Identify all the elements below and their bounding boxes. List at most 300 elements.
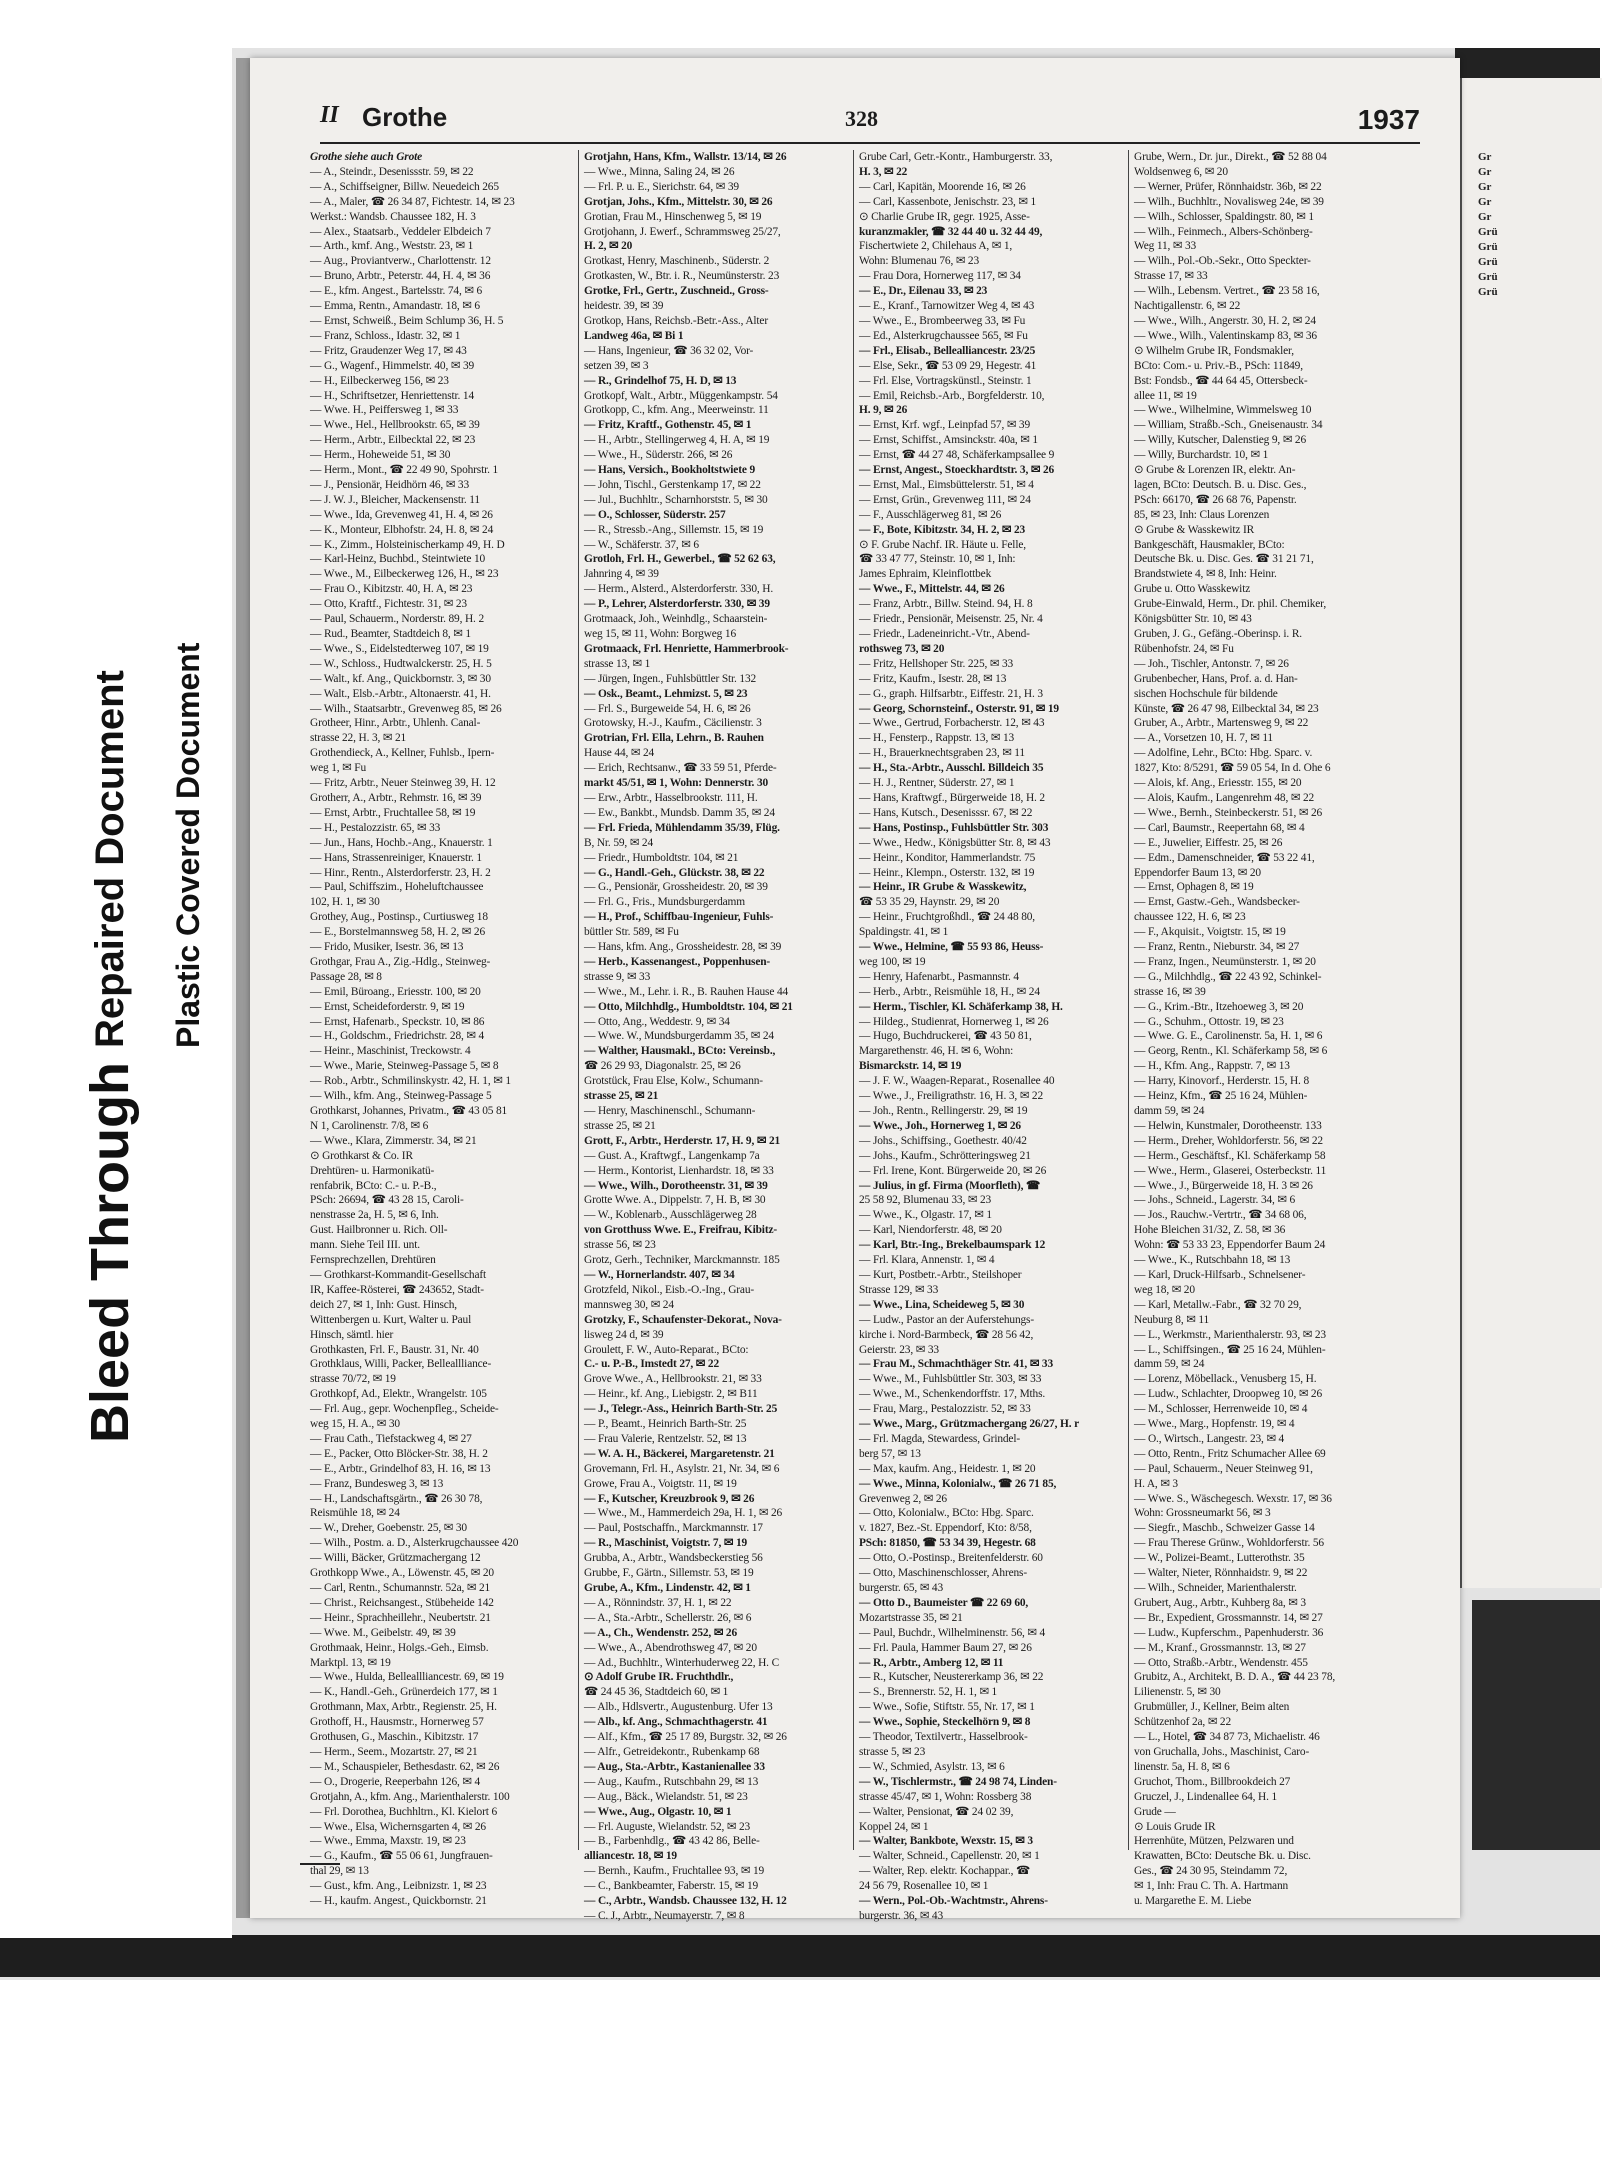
directory-entry: Grotrian, Frl. Ella, Lehrn., B. Rauhen [584, 732, 764, 745]
directory-entry: heidestr. 39, ✉ 39 [584, 300, 664, 313]
directory-entry: — A., Ch., Wendenstr. 252, ✉ 26 [584, 1626, 737, 1639]
directory-column-3 [859, 150, 1123, 1922]
directory-entry: — H., Pestalozzistr. 65, ✉ 33 [310, 821, 441, 834]
directory-entry: — Georg, Schornsteinf., Osterstr. 91, ✉ 19 [859, 702, 1059, 715]
margin-fragment: Grü [1478, 286, 1498, 298]
directory-entry: — Wilh., Pol.-Ob.-Sekr., Otto Speckter- [1134, 255, 1311, 268]
directory-entry: damm 59, ✉ 24 [1134, 1105, 1205, 1117]
directory-entry: — John, Tischl., Gerstenkamp 17, ✉ 22 [584, 478, 761, 491]
directory-entry: — Frl. S., Burgeweide 54, H. 6, ✉ 26 [584, 702, 751, 715]
directory-entry: — Wwe., M., Fuhlsbüttler Str. 303, ✉ 33 [859, 1373, 1042, 1386]
directory-entry: — Alb., Hdlsvertr., Augustenburg. Ufer 13 [584, 1701, 773, 1714]
scan-dark-band-bottom [0, 1935, 1600, 1977]
directory-entry: — Frl. Frieda, Mühlendamm 35/39, Flüg. [584, 821, 780, 834]
directory-entry: weg 18, ✉ 20 [1134, 1283, 1195, 1296]
directory-entry: — Hans, Kutsch., Desenisssr. 67, ✉ 22 [859, 806, 1033, 819]
directory-entry: — Hans, kfm. Ang., Grossheidestr. 28, ✉ 39 [584, 941, 782, 954]
directory-entry: — H. J., Rentner, Süderstr. 27, ✉ 1 [859, 777, 1015, 790]
directory-entry: — H., Prof., Schiffbau-Ingenieur, Fuhls- [584, 911, 774, 924]
directory-entry: — Wwe., M., Eilbeckerweg 126, H., ✉ 23 [310, 568, 499, 581]
directory-entry: mannsweg 30, ✉ 24 [584, 1298, 674, 1311]
directory-entry: PSch: 26694, ☎ 43 28 15, Caroli- [310, 1194, 464, 1207]
directory-entry: Grotke, Frl., Gertr., Zuschneid., Gross- [584, 285, 769, 298]
directory-entry: — Hugo, Buchdruckerei, ☎ 43 50 81, [859, 1030, 1032, 1043]
directory-entry: — A., Vorsetzen 10, H. 7, ✉ 11 [1134, 732, 1273, 745]
directory-entry: Grove Wwe., A., Hellbrookstr. 21, ✉ 33 [584, 1373, 762, 1386]
directory-entry: — Wwe., Helmine, ☎ 55 93 86, Heuss- [859, 941, 1044, 954]
directory-entry: — Wwe. S., Wäschegesch. Wexstr. 17, ✉ 36 [1134, 1492, 1332, 1505]
directory-entry: — Herm., Seem., Mozartstr. 27, ✉ 21 [310, 1745, 478, 1758]
directory-entry: weg 15, ✉ 11, Wohn: Borgweg 16 [584, 628, 736, 640]
directory-entry: — Ernst, Mal., Eimsbüttelerstr. 51, ✉ 4 [859, 478, 1034, 491]
directory-entry: — Wilh., kfm. Ang., Steinweg-Passage 5 [310, 1090, 492, 1103]
directory-entry: — Otto, Kraftf., Fichtestr. 31, ✉ 23 [310, 598, 467, 611]
directory-entry: — G., Milchhdlg., ☎ 22 43 92, Schinkel- [1134, 970, 1322, 983]
directory-entry: weg 1, ✉ Fu [310, 762, 366, 775]
directory-entry: Grubitz, A., Architekt, B. D. A., ☎ 44 23 78, [1134, 1671, 1336, 1684]
directory-entry: setzen 39, ✉ 3 [584, 359, 649, 372]
directory-entry: H. 3, ✉ 22 [859, 165, 908, 178]
directory-entry: Grude — [1134, 1805, 1176, 1818]
directory-entry: — Ernst, Schiffst., Amsinckstr. 40a, ✉ 1 [859, 434, 1038, 447]
directory-entry: Eppendorfer Baum 13, ✉ 20 [1134, 866, 1261, 879]
directory-entry: Grothe siehe auch Grote [310, 151, 423, 163]
directory-entry: Landweg 46a, ✉ Bi 1 [584, 329, 684, 342]
directory-entry: — Carl, Kassenbote, Jenischstr. 23, ✉ 1 [859, 195, 1037, 208]
directory-entry: Growe, Frau A., Voigtstr. 11, ✉ 19 [584, 1477, 737, 1490]
directory-entry: Drehtüren- u. Harmonikatü- [310, 1164, 435, 1177]
directory-entry: — William, Straßb.-Sch., Gneisenaustr. 34 [1134, 419, 1323, 432]
directory-entry: Grotjohann, J. Ewerf., Schrammsweg 25/27, [584, 225, 781, 238]
directory-entry: — J., Telegr.-Ass., Heinrich Barth-Str. 25 [584, 1403, 778, 1416]
directory-entry: strasse 56, ✉ 23 [584, 1239, 656, 1252]
directory-entry: — Herb., Kassenangest., Poppenhusen- [584, 955, 771, 968]
directory-entry: — R., Arbtr., Amberg 12, ✉ 11 [859, 1656, 1004, 1669]
directory-entry: Grotz, Gerh., Techniker, Marckmannstr. 185 [584, 1254, 780, 1267]
directory-entry: — E., Kranf., Tarnowitzer Weg 4, ✉ 43 [859, 300, 1035, 313]
directory-entry: weg 15, H. A., ✉ 30 [310, 1418, 400, 1431]
directory-entry: Werkst.: Wandsb. Chaussee 182, H. 3 [310, 210, 476, 223]
directory-entry: — Frl., Elisab., Bellealliancestr. 23/25 [859, 344, 1036, 357]
directory-entry: — G., Kaufm., ☎ 55 06 61, Jungfrauen- [310, 1850, 493, 1863]
directory-entry: — Frl. G., Fris., Mundsburgerdamm [584, 896, 745, 909]
directory-entry: — Frido, Musiker, Isestr. 36, ✉ 13 [310, 941, 464, 954]
directory-entry: — Fritz, Kaufm., Isestr. 28, ✉ 13 [859, 672, 1007, 685]
directory-entry: Wohn: ☎ 53 33 23, Eppendorfer Baum 24 [1134, 1239, 1326, 1252]
directory-entry: Grothmann, Max, Arbtr., Regienstr. 25, H. [310, 1701, 497, 1714]
directory-entry: — Alex., Staatsarb., Veddeler Elbdeich 7 [310, 225, 491, 238]
directory-entry: — Heinr., IR Grube & Wasskewitz, [859, 881, 1027, 894]
directory-entry: — A., Schiffseigner, Billw. Neuedeich 265 [310, 180, 499, 193]
directory-entry: Gruber, A., Arbtr., Martensweg 9, ✉ 22 [1134, 717, 1309, 730]
directory-entry: — Wwe., H., Süderstr. 266, ✉ 26 [584, 449, 733, 462]
directory-entry: — Br., Expedient, Grossmannstr. 14, ✉ 27 [1134, 1611, 1323, 1624]
directory-entry: — K., Zimm., Holsteinischerkamp 49, H. D [310, 538, 505, 551]
directory-entry: — Emma, Rentn., Amandastr. 18, ✉ 6 [310, 300, 480, 313]
repaired-document-label: Repaired Document [87, 670, 132, 1048]
directory-entry: — Wwe., Wilh., Angerstr. 30, H. 2, ✉ 24 [1134, 314, 1316, 327]
directory-entry: — Ludw., Pastor an der Auferstehungs- [859, 1313, 1034, 1326]
directory-entry: — H., Kfm. Ang., Rappstr. 7, ✉ 13 [1134, 1060, 1290, 1073]
directory-entry: — Johs., Kaufm., Schrötteringsweg 21 [859, 1149, 1031, 1162]
directory-entry: — Jun., Hans, Hochb.-Ang., Knauerstr. 1 [310, 836, 493, 849]
directory-entry: — W., Hornerlandstr. 407, ✉ 34 [584, 1268, 735, 1281]
directory-entry: — Paul, Buchdr., Wilhelminenstr. 56, ✉ 4 [859, 1626, 1046, 1639]
directory-entry: — E., Juwelier, Eiffestr. 25, ✉ 26 [1134, 836, 1283, 849]
directory-entry: — Wwe., J., Freiligrathstr. 16, H. 3, ✉ 22 [859, 1090, 1044, 1103]
directory-entry: — W., Polizei-Beamt., Lutterothstr. 35 [1134, 1552, 1305, 1565]
directory-entry: berg 57, ✉ 13 [859, 1447, 921, 1460]
directory-entry: strasse 25, ✉ 21 [584, 1119, 656, 1132]
directory-entry: — Hildeg., Studienrat, Hornerweg 1, ✉ 26 [859, 1015, 1049, 1028]
directory-entry: — Ew., Bankbt., Mundsb. Damm 35, ✉ 24 [584, 806, 775, 819]
directory-entry: — Wwe., F., Mittelstr. 44, ✉ 26 [859, 583, 1005, 596]
directory-entry: — Ernst, ☎ 44 27 48, Schäferkampsallee 9 [859, 449, 1055, 462]
directory-entry: — H., Goldschm., Friedrichstr. 28, ✉ 4 [310, 1030, 485, 1043]
directory-entry: Künste, ☎ 26 47 98, Eilbecktal 34, ✉ 23 [1134, 702, 1319, 715]
directory-entry: strasse 16, ✉ 39 [1134, 985, 1206, 998]
directory-entry: — Wwe., M., Lehr. i. R., B. Rauhen Hause 44 [584, 985, 789, 998]
directory-entry: — Wwe., Elsa, Wichernsgarten 4, ✉ 26 [310, 1820, 486, 1833]
directory-entry: — G., Krim.-Btr., Itzehoeweg 3, ✉ 20 [1134, 1000, 1304, 1013]
directory-entry: Grothkopf, Ad., Elektr., Wrangelstr. 105 [310, 1388, 487, 1401]
scan-dark-band-top [1455, 48, 1600, 78]
directory-entry: büttler Str. 589, ✉ Fu [584, 926, 679, 939]
directory-entry: — Bruno, Arbtr., Peterstr. 44, H. 4, ✉ 36 [310, 270, 491, 283]
directory-entry: — G., Handl.-Geh., Glückstr. 38, ✉ 22 [584, 866, 765, 879]
directory-entry: Grube-Einwald, Herm., Dr. phil. Chemiker, [1134, 598, 1327, 611]
bleed-through-label: Bleed Through [80, 1062, 140, 1443]
directory-entry: — Wwe., Hel., Hellbrookstr. 65, ✉ 39 [310, 419, 480, 432]
directory-entry: — Heinr., Maschinist, Treckowstr. 4 [310, 1045, 471, 1058]
directory-entry: — Walther, Hausmakl., BCto: Vereinsb., [584, 1045, 776, 1058]
directory-entry: Koppel 24, ✉ 1 [859, 1820, 929, 1833]
directory-entry: — Georg, Rentn., Kl. Schäferkamp 58, ✉ 6 [1134, 1045, 1328, 1058]
directory-entry: — R., Stressb.-Ang., Sillemstr. 15, ✉ 19 [584, 523, 764, 536]
directory-entry: 25 58 92, Blumenau 33, ✉ 23 [859, 1194, 992, 1207]
directory-entry: — Karl, Btr.-Ing., Brekelbaumspark 12 [859, 1239, 1046, 1252]
directory-entry: — Walt., kf. Ang., Quickbornstr. 3, ✉ 30 [310, 672, 491, 685]
directory-entry: — Walter, Schneid., Capellenstr. 20, ✉ 1 [859, 1850, 1040, 1863]
directory-entry: ⊙ Adolf Grube IR. Fruchthdlr., [584, 1671, 734, 1684]
directory-entry: — Jos., Rauchw.-Vertrtr., ☎ 34 68 06, [1134, 1209, 1307, 1222]
directory-entry: — Ernst, Arbtr., Fruchtallee 58, ✉ 19 [310, 806, 476, 819]
directory-entry: — Lorenz, Möbellack., Venusberg 15, H. [1134, 1373, 1317, 1386]
directory-entry: strasse 22, H. 3, ✉ 21 [310, 732, 407, 745]
directory-entry: — Heinz, Kfm., ☎ 25 16 24, Mühlen- [1134, 1090, 1308, 1103]
directory-entry: Grothklaus, Willi, Packer, Belleallliance- [310, 1358, 492, 1371]
directory-entry: — Frau M., Schmachthäger Str. 41, ✉ 33 [859, 1358, 1053, 1371]
directory-entry: — Alf., Kfm., ☎ 25 17 89, Burgstr. 32, ✉ 26 [584, 1731, 787, 1744]
margin-fragment: Gr [1478, 211, 1492, 223]
directory-entry: — Wwe., S., Eidelstedterweg 107, ✉ 19 [310, 642, 489, 655]
directory-entry: — L., Werkmstr., Marienthalerstr. 93, ✉ 23 [1134, 1328, 1326, 1341]
directory-entry: — Heinr., Klempn., Osterstr. 132, ✉ 19 [859, 866, 1035, 879]
directory-entry: — Willi, Bäcker, Grützmachergang 12 [310, 1552, 481, 1565]
directory-entry: — Walter, Nieter, Rönnhaidstr. 9, ✉ 22 [1134, 1567, 1308, 1580]
directory-entry: ⊙ Grube & Lorenzen IR, elektr. An- [1134, 464, 1296, 477]
directory-entry: — Erw., Arbtr., Hasselbrookstr. 111, H. [584, 791, 758, 804]
directory-entry: — Hans, Strassenreiniger, Knauerstr. 1 [310, 851, 482, 864]
directory-entry: strasse 5, ✉ 23 [859, 1745, 926, 1758]
directory-entry: Woldsenweg 6, ✉ 20 [1134, 165, 1228, 178]
directory-entry: u. Margarethe E. M. Liebe [1134, 1895, 1252, 1908]
directory-entry: — Frau O., Kibitzstr. 40, H. A, ✉ 23 [310, 583, 473, 596]
directory-entry: — C., Arbtr., Wandsb. Chaussee 132, H. 12 [584, 1895, 787, 1908]
directory-entry: — Ernst, Angest., Stoeckhardtstr. 3, ✉ 26 [859, 464, 1055, 477]
directory-entry: — Wilh., Feinmech., Albers-Schönberg- [1134, 225, 1313, 238]
directory-entry: deich 27, ✉ 1, Inh: Gust. Hinsch, [310, 1298, 457, 1311]
directory-page [250, 58, 1460, 1922]
edition-year: 1937 [1357, 104, 1420, 135]
directory-entry: — Ernst, Ophagen 8, ✉ 19 [1134, 881, 1254, 894]
directory-entry: — Willy, Kutscher, Dalenstieg 9, ✉ 26 [1134, 434, 1307, 447]
directory-entry: Grotte Wwe. A., Dippelstr. 7, H. B, ✉ 30 [584, 1194, 766, 1207]
directory-entry: — W., Schmied, Asylstr. 13, ✉ 6 [859, 1760, 1005, 1773]
directory-entry: — Fritz, Arbtr., Neuer Steinweg 39, H. 12 [310, 777, 496, 790]
directory-entry: — E., Borstelmannsweg 58, H. 2, ✉ 26 [310, 926, 485, 939]
directory-entry: ⊙ Grube & Wasskewitz IR [1134, 523, 1255, 536]
directory-entry: — Grothkarst-Kommandit-Gesellschaft [310, 1268, 487, 1281]
directory-entry: — J., Pensionär, Heidhörn 46, ✉ 33 [310, 478, 470, 491]
directory-entry: — Rud., Beamter, Stadtdeich 8, ✉ 1 [310, 628, 471, 640]
directory-entry: — Frl. Else, Vortragskünstl., Steinstr. 1 [859, 374, 1032, 387]
directory-entry: von Grotthuss Wwe. E., Freifrau, Kibitz- [584, 1224, 778, 1237]
directory-entry: strasse 25, ✉ 21 [584, 1090, 659, 1103]
page-header [320, 98, 1420, 144]
directory-entry: Groulett, F. W., Auto-Reparat., BCto: [584, 1343, 749, 1356]
directory-entry: — A., Sta.-Arbtr., Schellerstr. 26, ✉ 6 [584, 1611, 752, 1624]
directory-entry: IR, Kaffee-Rösterei, ☎ 243652, Stadt- [310, 1283, 484, 1296]
directory-entry: B, Nr. 59, ✉ 24 [584, 836, 653, 849]
directory-entry: — M., Schauspieler, Bethesdastr. 62, ✉ 26 [310, 1760, 500, 1773]
directory-entry: 1827, Kto: 8/5291, ☎ 59 05 54, In d. Ohe 6 [1134, 762, 1331, 775]
directory-entry: — Ernst, Grün., Grevenweg 111, ✉ 24 [859, 493, 1031, 506]
directory-entry: — Wwe., Klara, Zimmerstr. 34, ✉ 21 [310, 1134, 477, 1147]
directory-entry: — F., Kutscher, Kreuzbrook 9, ✉ 26 [584, 1492, 755, 1505]
directory-column-4 [1134, 150, 1398, 1908]
directory-entry: Strasse 129, ✉ 33 [859, 1283, 939, 1296]
directory-entry: — W., Tischlermstr., ☎ 24 98 74, Linden- [859, 1775, 1057, 1788]
directory-entry: Grothusen, G., Maschin., Kibitzstr. 17 [310, 1731, 479, 1744]
directory-entry: — Ernst, Hafenarb., Speckstr. 10, ✉ 86 [310, 1015, 485, 1028]
directory-entry: — Herm., Hoheweide 51, ✉ 30 [310, 449, 451, 462]
directory-entry: — H., kaufm. Angest., Quickbornstr. 21 [310, 1895, 487, 1908]
directory-entry: — Emil, Büroang., Eriesstr. 100, ✉ 20 [310, 985, 481, 998]
directory-entry: Grotheer, Hinr., Arbtr., Uhlenh. Canal- [310, 717, 481, 730]
directory-entry: — Walt., Elsb.-Arbtr., Altonaerstr. 41, H. [310, 687, 491, 700]
directory-entry: nenstrasse 2a, H. 5, ✉ 6, Inh. [310, 1209, 439, 1222]
directory-entry: 102, H. 1, ✉ 30 [310, 896, 380, 909]
directory-entry: — R., Kutscher, Neustererkamp 36, ✉ 22 [859, 1671, 1044, 1684]
directory-entry: — Aug., Proviantverw., Charlottenstr. 12 [310, 255, 491, 268]
directory-entry: — G., Schuhm., Ottostr. 19, ✉ 23 [1134, 1015, 1284, 1028]
margin-fragment: Gr [1478, 181, 1492, 193]
directory-entry: — Ed., Alsterkrugchaussee 565, ✉ Fu [859, 329, 1028, 342]
directory-entry: — Frau Dora, Hornerweg 117, ✉ 34 [859, 270, 1021, 283]
directory-entry: Grothendieck, A., Kellner, Fuhlsb., Ipern- [310, 747, 495, 760]
directory-entry: — Wwe., M., Hammerdeich 29a, H. 1, ✉ 26 [584, 1507, 783, 1520]
directory-entry: — Ludw., Kupferschm., Papenhuderstr. 36 [1134, 1626, 1324, 1639]
directory-entry: Grotzfeld, Nikol., Eisb.-O.-Ing., Grau- [584, 1283, 755, 1296]
directory-entry: Bismarckstr. 14, ✉ 19 [859, 1060, 962, 1073]
directory-entry: — Wwe., Wilh., Valentinskamp 83, ✉ 36 [1134, 329, 1317, 342]
directory-entry: James Ephraim, Kleinflottbek [859, 568, 992, 581]
directory-entry: — Wwe., K., Rutschbahn 18, ✉ 13 [1134, 1254, 1291, 1267]
directory-entry: ☎ 24 45 36, Stadtdeich 60, ✉ 1 [584, 1686, 729, 1699]
directory-entry: — Friedr., Ladeneinricht.-Vtr., Abend- [859, 628, 1030, 640]
directory-entry: — Christ., Reichsangest., Stübeheide 142 [310, 1596, 494, 1609]
directory-entry: — Fritz, Kraftf., Gothenstr. 45, ✉ 1 [584, 419, 752, 432]
directory-entry: — G., Wagenf., Himmelstr. 40, ✉ 39 [310, 359, 475, 372]
directory-entry: — Johs., Schiffsing., Goethestr. 40/42 [859, 1134, 1027, 1147]
directory-entry: — Hans, Postinsp., Fuhlsbüttler Str. 303 [859, 821, 1049, 834]
directory-entry: Fernsprechzellen, Drehtüren [310, 1254, 436, 1267]
directory-entry: — Friedr., Humboldtstr. 104, ✉ 21 [584, 851, 739, 864]
directory-entry: — Wilh., Lebensm. Vertret., ☎ 23 58 16, [1134, 285, 1320, 298]
directory-entry: — Wwe. H., Peiffersweg 1, ✉ 33 [310, 404, 459, 417]
directory-entry: Strasse 17, ✉ 33 [1134, 270, 1208, 283]
directory-entry: — E., Dr., Eilenau 33, ✉ 23 [859, 285, 988, 298]
directory-entry: — Aug., Sta.-Arbtr., Kastanienallee 33 [584, 1760, 765, 1773]
directory-entry: — Joh., Tischler, Antonstr. 7, ✉ 26 [1134, 657, 1289, 670]
directory-entry: Neuburg 8, ✉ 11 [1134, 1313, 1209, 1326]
margin-fragment: Gr [1478, 166, 1492, 178]
directory-entry: — Carl, Kapitän, Moorende 16, ✉ 26 [859, 180, 1026, 193]
directory-entry: Grotmaack, Frl. Henriette, Hammerbrook- [584, 642, 789, 655]
margin-fragment: Grü [1478, 226, 1498, 238]
directory-entry: PSch: 81850, ☎ 53 34 39, Hegestr. 68 [859, 1537, 1036, 1550]
directory-entry: — Else, Sekr., ☎ 53 09 29, Hegestr. 41 [859, 359, 1037, 372]
directory-entry: Grotkopf, Walt., Arbtr., Müggenkampstr. 54 [584, 389, 778, 402]
directory-entry: strasse 13, ✉ 1 [584, 657, 651, 670]
directory-entry: ✉ 1, Inh: Frau C. Th. A. Hartmann [1134, 1880, 1289, 1893]
directory-entry: — Frl. Paula, Hammer Baum 27, ✉ 26 [859, 1641, 1032, 1654]
margin-fragment: Grü [1478, 241, 1498, 253]
directory-entry: weg 100, ✉ 19 [859, 955, 926, 968]
directory-entry: — Franz, Bundesweg 3, ✉ 13 [310, 1477, 444, 1490]
directory-entry: — H., Brauerknechtsgraben 23, ✉ 11 [859, 747, 1025, 760]
directory-entry: Nachtigallenstr. 6, ✉ 22 [1134, 300, 1241, 313]
directory-entry: — P., Beamt., Heinrich Barth-Str. 25 [584, 1418, 747, 1431]
directory-entry: — Frl. Irene, Kont. Bürgerweide 20, ✉ 26 [859, 1164, 1047, 1177]
directory-entry: burgerstr. 65, ✉ 43 [859, 1582, 943, 1594]
directory-entry: — Frau Cath., Tiefstackweg 4, ✉ 27 [310, 1432, 472, 1445]
directory-entry: Grotzky, F., Schaufenster-Dekorat., Nova- [584, 1313, 782, 1326]
directory-entry: — J. F. W., Waagen-Reparat., Rosenallee 40 [859, 1075, 1055, 1088]
directory-entry: — Rob., Arbtr., Schmilinskystr. 42, H. 1, ✉ 1 [310, 1075, 511, 1088]
directory-entry: — Willy, Burchardstr. 10, ✉ 1 [1134, 449, 1269, 462]
directory-entry: — Wwe., Herm., Glaserei, Osterbeckstr. 11 [1134, 1164, 1327, 1177]
directory-entry: Grothkarst, Johannes, Privatm., ☎ 43 05 81 [310, 1105, 508, 1117]
directory-entry: chaussee 122, H. 6, ✉ 23 [1134, 911, 1246, 924]
directory-entry: — A., Steindr., Desenissstr. 59, ✉ 22 [310, 165, 474, 178]
directory-entry: — Wwe., E., Brombeerweg 33, ✉ Fu [859, 314, 1026, 327]
directory-entry: — Walter, Bankbote, Wexstr. 15, ✉ 3 [859, 1835, 1033, 1848]
directory-entry: — Herb., Arbtr., Reismühle 18, H., ✉ 24 [859, 985, 1040, 998]
directory-entry: Marktpl. 13, ✉ 19 [310, 1656, 391, 1669]
directory-entry: — Wwe. W., Mundsburgerdamm 35, ✉ 24 [584, 1030, 774, 1043]
directory-entry: Grubmüller, J., Kellner, Beim alten [1134, 1701, 1290, 1714]
directory-entry: Grothgar, Frau A., Zig.-Hdlg., Steinweg- [310, 955, 491, 968]
directory-entry: — Wwe., M., Schenkendorffstr. 17, Mths. [859, 1388, 1046, 1401]
directory-entry: markt 45/51, ✉ 1, Wohn: Dennerstr. 30 [584, 777, 769, 790]
directory-entry: — Walter, Pensionat, ☎ 24 02 39, [859, 1805, 1014, 1818]
directory-entry: Fischertwiete 2, Chilehaus A, ✉ 1, [859, 240, 1013, 253]
directory-entry: — Ernst, Krf. wgf., Leinpfad 57, ✉ 39 [859, 419, 1031, 432]
directory-entry: — E., kfm. Angest., Bartelsstr. 74, ✉ 6 [310, 285, 483, 298]
directory-entry: damm 59, ✉ 24 [1134, 1358, 1205, 1371]
directory-entry: — H., Schriftsetzer, Henriettenstr. 14 [310, 389, 475, 402]
directory-entry: Grubenbecher, Hans, Prof. a. d. Han- [1134, 672, 1298, 685]
header-surname: Grothe [362, 102, 448, 132]
directory-column-2 [584, 150, 848, 1922]
directory-entry: — Herm., Dreher, Wohldorferstr. 56, ✉ 22 [1134, 1134, 1323, 1147]
directory-entry: — M., Schlosser, Herrenweide 10, ✉ 4 [1134, 1403, 1308, 1416]
directory-entry: Gruben, J. G., Gefäng.-Oberinsp. i. R. [1134, 628, 1302, 640]
directory-entry: v. 1827, Bez.-St. Eppendorf, Kto: 8/58, [859, 1522, 1032, 1535]
directory-entry: — Ernst, Schweiß., Beim Schlump 36, H. 5 [310, 314, 504, 327]
directory-entry: — Johs., Schneid., Lagerstr. 34, ✉ 6 [1134, 1194, 1296, 1207]
directory-entry: — Werner, Prüfer, Rönnhaidstr. 36b, ✉ 22 [1134, 180, 1322, 193]
directory-entry: — Max, kaufm. Ang., Heidestr. 1, ✉ 20 [859, 1462, 1036, 1475]
directory-entry: ☎ 33 47 77, Steinstr. 10, ✉ 1, Inh: [859, 553, 1016, 566]
directory-entry: Grube u. Otto Wasskewitz [1134, 583, 1251, 596]
directory-entry: — Bernh., Kaufm., Fruchtallee 93, ✉ 19 [584, 1865, 765, 1878]
column-divider [1128, 150, 1129, 1850]
directory-entry: linenstr. 5a, H. 8, ✉ 6 [1134, 1760, 1230, 1773]
directory-entry: H. A, ✉ 3 [1134, 1477, 1178, 1490]
directory-entry: — F., Akquisit., Voigtstr. 15, ✉ 19 [1134, 926, 1286, 939]
directory-entry: — B., Farbenhdlg., ☎ 43 42 86, Belle- [584, 1835, 760, 1848]
directory-entry: — Alois, kf. Ang., Eriesstr. 155, ✉ 20 [1134, 777, 1302, 790]
directory-entry: — Herm., Arbtr., Eilbecktal 22, ✉ 23 [310, 434, 476, 447]
directory-entry: strasse 9, ✉ 33 [584, 970, 651, 983]
directory-entry: ⊙ Charlie Grube IR, gegr. 1925, Asse- [859, 210, 1030, 223]
directory-entry: — Hans, Ingenieur, ☎ 36 32 02, Vor- [584, 344, 754, 357]
directory-entry: Grotowsky, H.-J., Kaufm., Cäcilienstr. 3 [584, 717, 762, 730]
column-divider [578, 150, 579, 1850]
margin-fragment: Gr [1478, 151, 1492, 163]
directory-entry: — H., Arbtr., Stellingerweg 4, H. A, ✉ 19 [584, 434, 770, 447]
directory-entry: — F., Bote, Kibitzstr. 34, H. 2, ✉ 23 [859, 523, 1026, 536]
directory-entry: H. 2, ✉ 20 [584, 240, 633, 253]
directory-entry: — M., Kranf., Grossmannstr. 13, ✉ 27 [1134, 1641, 1306, 1654]
directory-entry: strasse 45/47, ✉ 1, Wohn: Rossberg 38 [859, 1790, 1032, 1803]
directory-entry: Grube Carl, Getr.-Kontr., Hamburgerstr. 33, [859, 151, 1053, 163]
directory-entry: Weg 11, ✉ 33 [1134, 240, 1197, 253]
directory-entry: ⊙ Grothkarst & Co. IR [310, 1149, 413, 1162]
directory-entry: burgerstr. 36, ✉ 43 [859, 1909, 943, 1922]
directory-entry: — Otto, Kolonialw., BCto: Hbg. Sparc. [859, 1507, 1034, 1520]
directory-entry: — H., Eilbeckerweg 156, ✉ 23 [310, 374, 449, 387]
directory-entry: — Walter, Rep. elektr. Kochappar., ☎ [859, 1865, 1031, 1878]
margin-fragment: Gr [1478, 196, 1492, 208]
directory-entry: — Otto, O.-Postinsp., Breitenfelderstr. 60 [859, 1552, 1043, 1565]
directory-entry: strasse 70/72, ✉ 19 [310, 1373, 396, 1386]
directory-entry: — Heinr., Konditor, Hammerlandstr. 75 [859, 851, 1036, 864]
directory-entry: rothsweg 73, ✉ 20 [859, 642, 945, 655]
directory-entry: — Wern., Pol.-Ob.-Wachtmstr., Ahrens- [859, 1895, 1048, 1908]
directory-entry: — H., Sta.-Arbtr., Ausschl. Billdeich 35 [859, 762, 1044, 775]
directory-entry: ⊙ Louis Grude IR [1134, 1820, 1216, 1833]
directory-entry: Grotian, Frau M., Hinschenweg 5, ✉ 19 [584, 210, 762, 223]
directory-entry: Jahnring 4, ✉ 39 [584, 568, 659, 581]
directory-entry: — J. W. J., Bleicher, Mackensenstr. 11 [310, 493, 480, 506]
directory-entry: Hohe Bleichen 31/32, Z. 58, ✉ 36 [1134, 1224, 1286, 1237]
directory-entry: — Paul, Postschaffn., Marckmannstr. 17 [584, 1522, 763, 1535]
directory-entry: Herrenhüte, Mützen, Pelzwaren und [1134, 1835, 1294, 1848]
